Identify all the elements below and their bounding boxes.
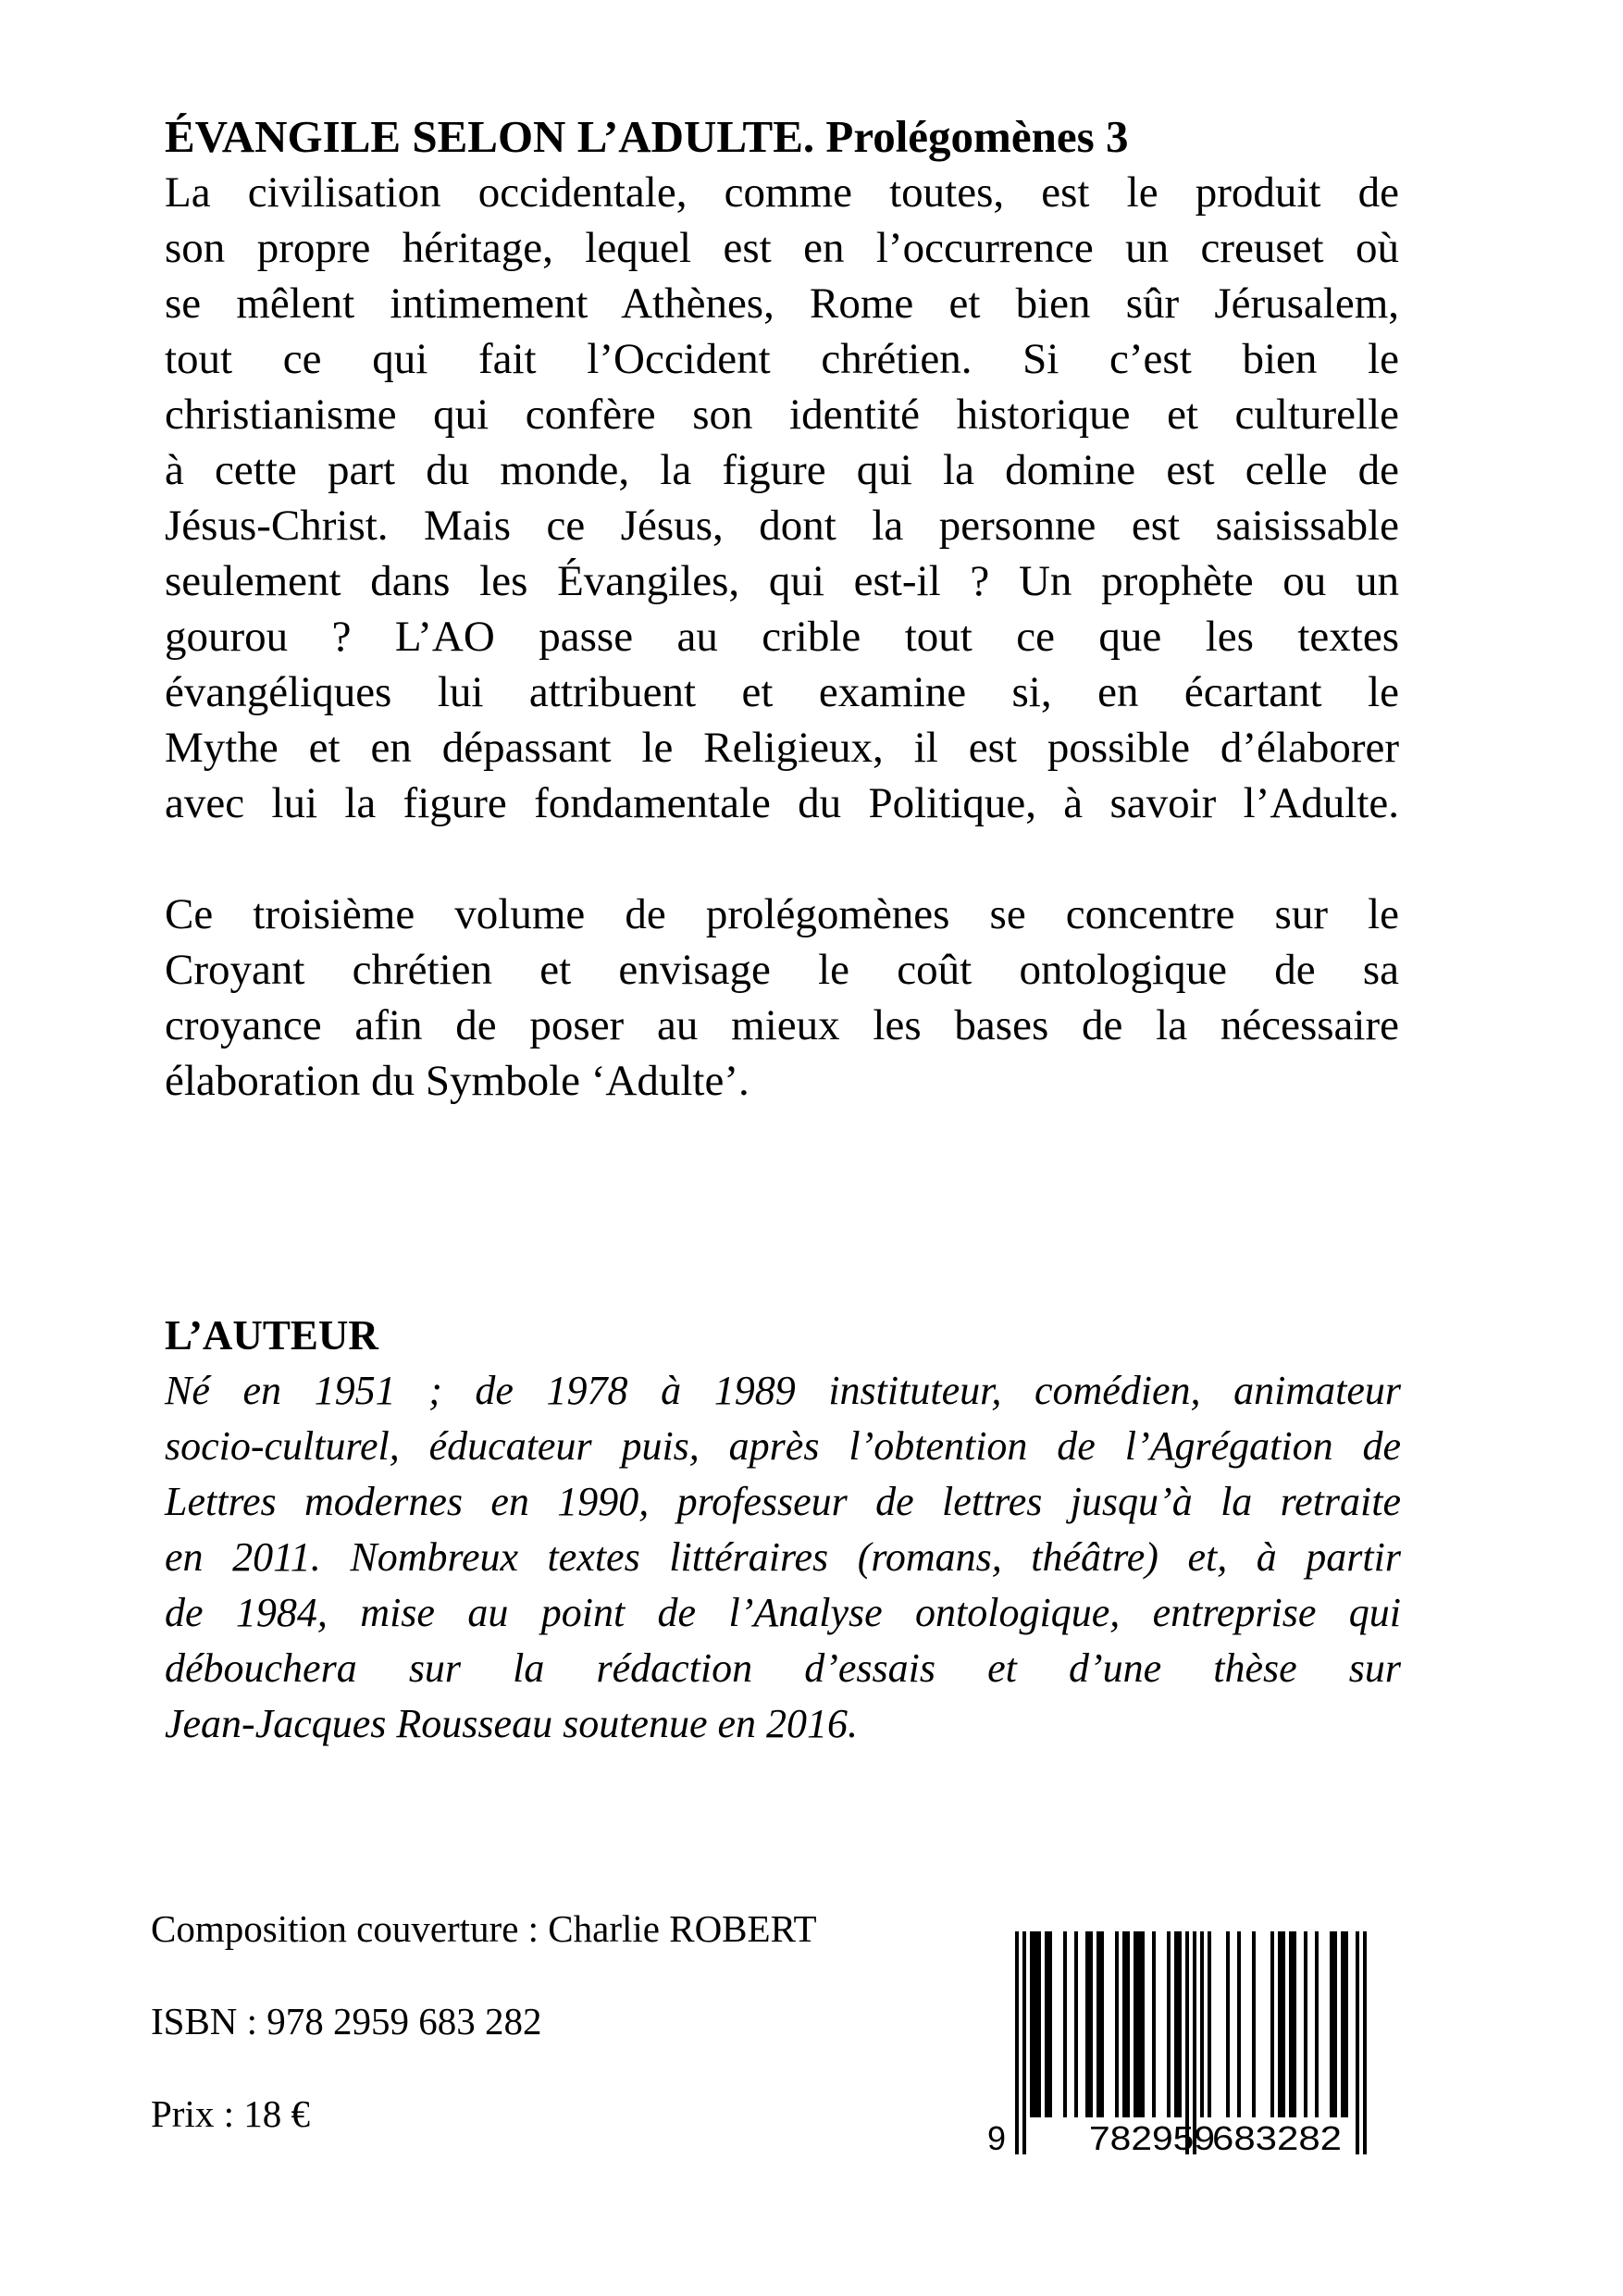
summary-line: avec lui la figure fondamentale du Politique, à savoir l’Adulte.	[165, 779, 1399, 827]
barcode-bar	[1304, 1931, 1307, 2117]
barcode-bar	[1096, 1931, 1104, 2117]
cover-credit: Composition couverture : Charlie ROBERT	[151, 1907, 817, 1950]
summary-line: évangéliques lui attribuent et examine si, en écartant le	[165, 668, 1399, 716]
summary-line: christianisme qui confère son identité historique et culturelle	[165, 391, 1399, 439]
barcode-bar	[1363, 1931, 1367, 2154]
barcode-bar	[1022, 1931, 1026, 2154]
barcode-bar	[1252, 1931, 1256, 2117]
summary-line: Jésus-Christ. Mais ce Jésus, dont la personne est saisissable	[165, 502, 1399, 550]
summary-line: croyance afin de poser au mieux les bases de la nécessaire	[165, 1001, 1399, 1049]
barcode-bar	[1237, 1931, 1241, 2117]
paragraph-spacer	[165, 831, 1399, 887]
summary-line: Croyant chrétien et envisage le coût ontologique de sa	[165, 946, 1399, 994]
barcode-bar	[1315, 1931, 1319, 2117]
barcode-bar	[1341, 1931, 1348, 2117]
summary-line: à cette part du monde, la figure qui la domine est celle de	[165, 446, 1399, 494]
summary-line: gourou ? L’AO passe au crible tout ce que les textes	[165, 613, 1399, 661]
barcode-bar	[1045, 1931, 1052, 2117]
summary-line: tout ce qui fait l’Occident chrétien. Si c’est bien le	[165, 335, 1399, 383]
author-bio-line: de 1984, mise au point de l’Analyse ontologique, entreprise qui	[165, 1590, 1401, 1635]
author-bio-line: Jean-Jacques Rousseau soutenue en 2016.	[165, 1701, 859, 1746]
author-bio-line: Lettres modernes en 1990, professeur de lettres jusqu’à la retraite	[165, 1479, 1401, 1524]
summary-line: seulement dans les Évangiles, qui est-il ? Un prophète ou un	[165, 557, 1399, 605]
barcode-bar	[1134, 1931, 1145, 2117]
isbn-barcode	[981, 1925, 1379, 2166]
barcode-bar	[1015, 1931, 1019, 2154]
back-cover-summary	[165, 109, 1399, 1109]
barcode-bar	[1356, 1931, 1359, 2154]
barcode-bar	[1115, 1931, 1119, 2117]
barcode-bar	[1200, 1931, 1204, 2117]
summary-paragraph-1	[165, 165, 1399, 831]
summary-line: se mêlent intimement Athènes, Rome et bien sûr Jérusalem,	[165, 279, 1399, 328]
barcode-bar	[1278, 1931, 1285, 2117]
barcode-bar	[1152, 1931, 1156, 2117]
author-bio	[165, 1363, 1401, 1752]
barcode-bar	[1167, 1931, 1171, 2117]
summary-line: Ce troisième volume de prolégomènes se concentre sur le	[165, 890, 1399, 938]
author-bio-line: débouchera sur la rédaction d’essais et d’une thèse sur	[165, 1645, 1401, 1691]
author-section	[165, 1308, 1401, 1752]
colophon	[151, 1882, 910, 2160]
barcode-left-digits: 782959	[1089, 2119, 1215, 2157]
barcode-graphic	[981, 1925, 1379, 2166]
book-title: ÉVANGILE SELON L’ADULTE. Prolégomènes 3	[165, 111, 1129, 162]
barcode-bar	[1074, 1931, 1078, 2117]
summary-line: La civilisation occidentale, comme toutes, est le produit de	[165, 168, 1399, 217]
barcode-bar	[1226, 1931, 1230, 2117]
barcode-bar	[1208, 1931, 1211, 2117]
barcode-bar	[1270, 1931, 1274, 2117]
summary-line: son propre héritage, lequel est en l’occurrence un creuset où	[165, 224, 1399, 272]
price-text: Prix : 18 €	[151, 2092, 310, 2135]
barcode-bar	[1085, 1931, 1093, 2117]
barcode-right-digits: 683282	[1212, 2119, 1342, 2157]
barcode-bar	[1063, 1931, 1067, 2117]
summary-line: Mythe et en dépassant le Religieux, il est possible d’élaborer	[165, 724, 1399, 772]
barcode-bar	[1330, 1931, 1337, 2117]
isbn-text: ISBN : 978 2959 683 282	[151, 2000, 542, 2042]
author-bio-line: en 2011. Nombreux textes littéraires (romans, théâtre) et, à partir	[165, 1534, 1401, 1580]
barcode-bar	[1289, 1931, 1296, 2117]
summary-paragraph-2	[165, 887, 1399, 1109]
barcode-bar	[1122, 1931, 1130, 2117]
barcode-bar	[1030, 1931, 1041, 2117]
summary-line: élaboration du Symbole ‘Adulte’.	[165, 1057, 750, 1105]
author-heading: L’AUTEUR	[165, 1312, 378, 1359]
barcode-bar	[1174, 1931, 1182, 2117]
barcode-lead-digit: 9	[987, 2119, 1007, 2157]
author-bio-line: Né en 1951 ; de 1978 à 1989 instituteur, comédien, animateur	[165, 1368, 1401, 1413]
author-bio-line: socio-culturel, éducateur puis, après l’obtention de l’Agrégation de	[165, 1423, 1401, 1469]
